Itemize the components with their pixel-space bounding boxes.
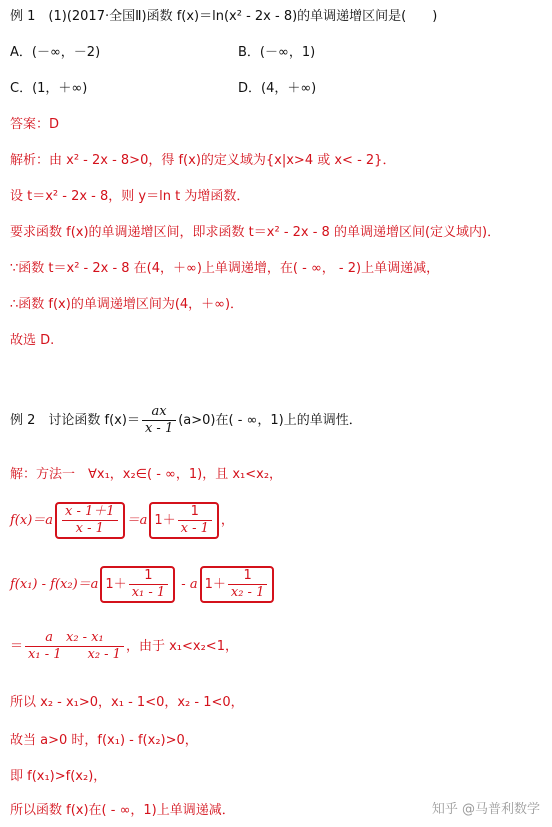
title-fraction (142, 404, 176, 437)
fx-equals-a: ＝a (126, 513, 148, 528)
conclusion-line-3: 所以函数 f(x)在( - ∞，1)上单调递减． (10, 803, 235, 818)
fx-trailing-comma: ， (220, 513, 234, 528)
solution-line-4: ∵函数 t＝x² - 2x - 8 在(4，＋∞)上单调递增，在( - ∞， - 2)上单调递减， (10, 261, 440, 276)
answer-line: 答案：D (10, 117, 60, 132)
solution-line-2: 设 t＝x² - 2x - 8，则 y＝ln t 为增函数． (10, 189, 250, 204)
example-2-title-suffix: (a>0)在( - ∞，1)上的单调性． (178, 413, 362, 428)
simplified-tail: ，由于 x₁<x₂<1， (125, 639, 238, 654)
fx-rewrite-formula (10, 502, 234, 539)
solution-line-5: ∴函数 f(x)的单调递增区间为(4，＋∞)． (10, 297, 244, 312)
example-2-title (10, 404, 362, 437)
fx-fraction-denominator: x - 1 (62, 520, 118, 537)
solution-line-6: 故选 D. (10, 333, 55, 348)
fx-fraction-numerator: x - 1＋1 (65, 504, 115, 519)
one-plus: 1＋ (105, 577, 127, 592)
difference-lhs: f(x₁) - f(x₂)＝a (10, 577, 99, 592)
simplified-fraction (25, 630, 124, 663)
title-fraction-denominator: x - 1 (142, 420, 176, 437)
x2-fraction-numerator: 1 (243, 568, 252, 583)
x1-fraction (129, 568, 168, 601)
sign-analysis-line: 所以 x₂ - x₁>0，x₁ - 1<0，x₂ - 1<0， (10, 695, 244, 710)
unit-fraction (178, 504, 212, 537)
one-plus: 1＋ (154, 513, 176, 528)
watermark: 知乎 @马普利数学 (431, 802, 540, 817)
method-one-line: 解：方法一 ∀x₁，x₂∈( - ∞，1)，且 x₁<x₂， (10, 467, 283, 482)
x1-fraction-numerator: 1 (144, 568, 153, 583)
conclusion-line-1: 故当 a>0 时，f(x₁) - f(x₂)>0， (10, 733, 198, 748)
unit-fraction-denominator: x - 1 (178, 520, 212, 537)
fx-fraction (62, 504, 118, 537)
bracket-group (149, 502, 219, 539)
x2-fraction (228, 568, 267, 601)
bracket-group (55, 502, 125, 539)
fx-lhs: f(x)＝a (10, 513, 54, 528)
conclusion-line-2: 即 f(x₁)>f(x₂)， (10, 769, 107, 784)
simplified-formula (10, 630, 238, 663)
simplified-denominator: x₁ - 1 x₂ - 1 (25, 646, 124, 663)
example-2-title-prefix: 例 2 讨论函数 f(x)＝ (10, 413, 140, 428)
unit-fraction-numerator: 1 (190, 504, 199, 519)
bracket-group (100, 566, 175, 603)
difference-formula (10, 566, 276, 603)
solution-line-3: 要求函数 f(x)的单调递增区间，即求函数 t＝x² - 2x - 8 的单调递增区间(定义域内)． (10, 225, 501, 240)
equals-sign: ＝ (10, 639, 24, 654)
bracket-group (200, 566, 275, 603)
example-1-title: 例 1 (1)(2017·全国Ⅱ)函数 f(x)＝ln(x² - 2x - 8)的单调递增区间是( ) (10, 9, 438, 24)
option-c: C．(1，＋∞) (10, 81, 88, 96)
solution-line-1: 解析：由 x² - 2x - 8>0，得 f(x)的定义域为{x|x>4 或 x< - 2}． (10, 153, 396, 168)
simplified-numerator: a x₂ - x₁ (45, 630, 104, 645)
option-a: A．(－∞，－2) (10, 45, 101, 60)
one-plus: 1＋ (204, 577, 226, 592)
option-b: B．(－∞，1) (238, 45, 316, 60)
x1-fraction-denominator: x₁ - 1 (129, 584, 168, 601)
option-d: D．(4，＋∞) (238, 81, 317, 96)
title-fraction-numerator: ax (151, 404, 167, 419)
x2-fraction-denominator: x₂ - 1 (228, 584, 267, 601)
minus-a: - a (177, 577, 198, 592)
